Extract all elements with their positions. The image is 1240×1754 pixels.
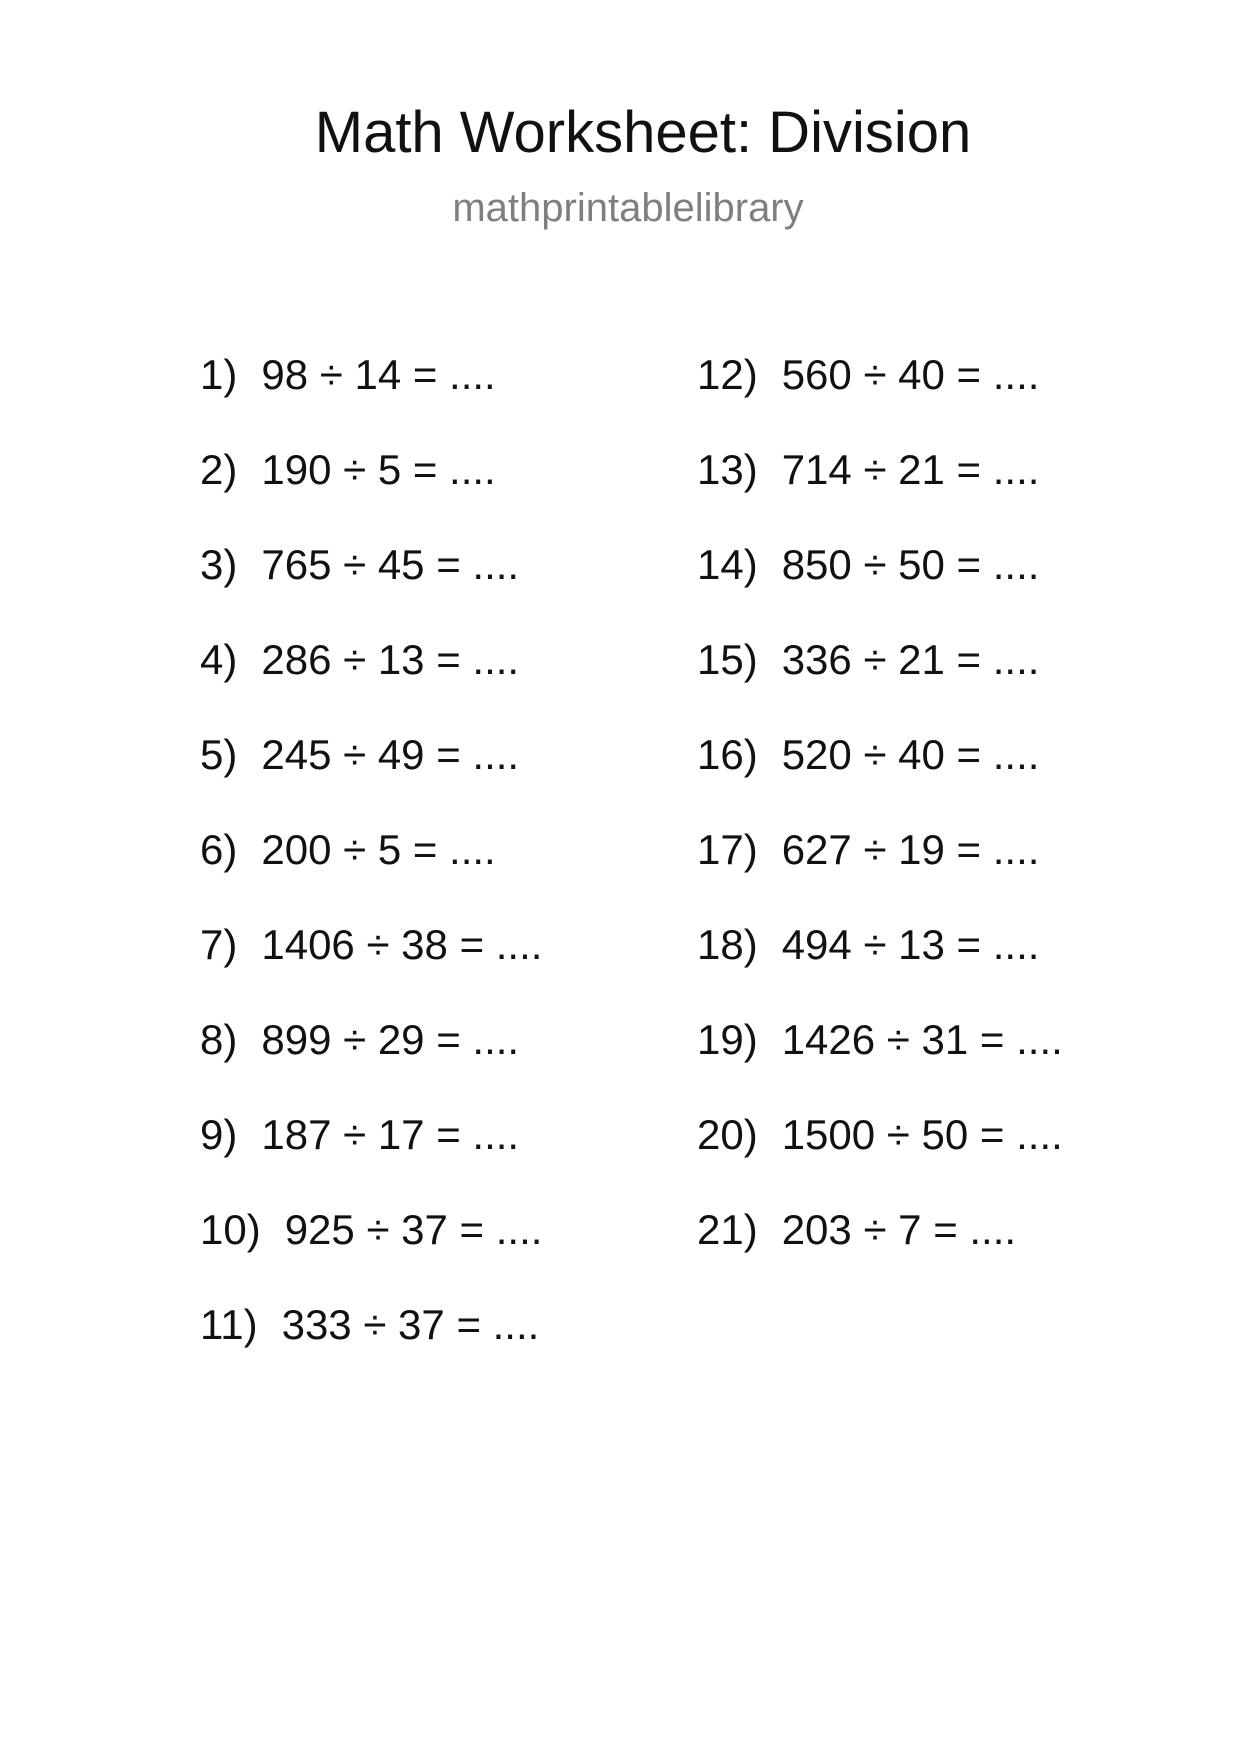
- problem-number: 3): [200, 541, 238, 588]
- problem-expression: 765 ÷ 45 = ....: [261, 541, 520, 588]
- problem-number: 7): [200, 921, 238, 968]
- problem-item: [200, 535, 519, 595]
- problem-item: [200, 725, 519, 785]
- problem-number: 12): [697, 351, 758, 398]
- problem-item: [200, 1295, 539, 1355]
- problem-item: [200, 1105, 519, 1165]
- problem-item: [200, 345, 496, 405]
- problem-item: [697, 535, 1039, 595]
- problem-item: [697, 345, 1039, 405]
- problem-expression: 245 ÷ 49 = ....: [261, 731, 520, 778]
- problem-expression: 98 ÷ 14 = ....: [261, 351, 496, 398]
- problem-number: 5): [200, 731, 238, 778]
- problem-item: [200, 820, 496, 880]
- problem-item: [200, 630, 519, 690]
- problem-number: 2): [200, 446, 238, 493]
- problem-expression: 1426 ÷ 31 = ....: [781, 1016, 1063, 1063]
- problem-item: [697, 915, 1039, 975]
- problem-number: 21): [697, 1206, 758, 1253]
- problem-item: [200, 1010, 519, 1070]
- problem-expression: 1500 ÷ 50 = ....: [781, 1111, 1063, 1158]
- problem-item: [200, 1200, 542, 1260]
- problem-number: 6): [200, 826, 238, 873]
- problem-number: 4): [200, 636, 238, 683]
- problem-expression: 190 ÷ 5 = ....: [261, 446, 496, 493]
- problem-number: 13): [697, 446, 758, 493]
- problem-number: 10): [200, 1206, 261, 1253]
- problem-number: 19): [697, 1016, 758, 1063]
- problem-item: [200, 915, 542, 975]
- problem-number: 1): [200, 351, 238, 398]
- problem-expression: 333 ÷ 37 = ....: [281, 1301, 540, 1348]
- problem-expression: 200 ÷ 5 = ....: [261, 826, 496, 873]
- problem-item: [697, 1200, 1016, 1260]
- problem-number: 14): [697, 541, 758, 588]
- problem-expression: 560 ÷ 40 = ....: [781, 351, 1040, 398]
- problem-expression: 286 ÷ 13 = ....: [261, 636, 520, 683]
- problem-item: [697, 630, 1039, 690]
- problem-expression: 520 ÷ 40 = ....: [781, 731, 1040, 778]
- problem-expression: 187 ÷ 17 = ....: [261, 1111, 520, 1158]
- problem-expression: 899 ÷ 29 = ....: [261, 1016, 520, 1063]
- problem-number: 16): [697, 731, 758, 778]
- problem-expression: 627 ÷ 19 = ....: [781, 826, 1040, 873]
- problem-number: 20): [697, 1111, 758, 1158]
- problem-item: [697, 1010, 1063, 1070]
- problem-number: 15): [697, 636, 758, 683]
- page-subtitle: mathprintablelibrary: [452, 186, 804, 230]
- problem-number: 18): [697, 921, 758, 968]
- problem-expression: 203 ÷ 7 = ....: [781, 1206, 1017, 1253]
- problem-number: 11): [200, 1301, 258, 1348]
- problem-expression: 494 ÷ 13 = ....: [781, 921, 1040, 968]
- problem-item: [697, 440, 1039, 500]
- problem-item: [697, 1105, 1063, 1165]
- problem-number: 17): [697, 826, 758, 873]
- problem-expression: 1406 ÷ 38 = ....: [261, 921, 543, 968]
- problem-expression: 336 ÷ 21 = ....: [781, 636, 1040, 683]
- problem-item: [200, 440, 496, 500]
- page-title: Math Worksheet: Division: [314, 100, 972, 165]
- problem-expression: 925 ÷ 37 = ....: [284, 1206, 543, 1253]
- problem-expression: 850 ÷ 50 = ....: [781, 541, 1040, 588]
- problem-number: 8): [200, 1016, 238, 1063]
- problem-item: [697, 725, 1039, 785]
- problem-number: 9): [200, 1111, 238, 1158]
- problem-item: [697, 820, 1039, 880]
- problem-expression: 714 ÷ 21 = ....: [781, 446, 1040, 493]
